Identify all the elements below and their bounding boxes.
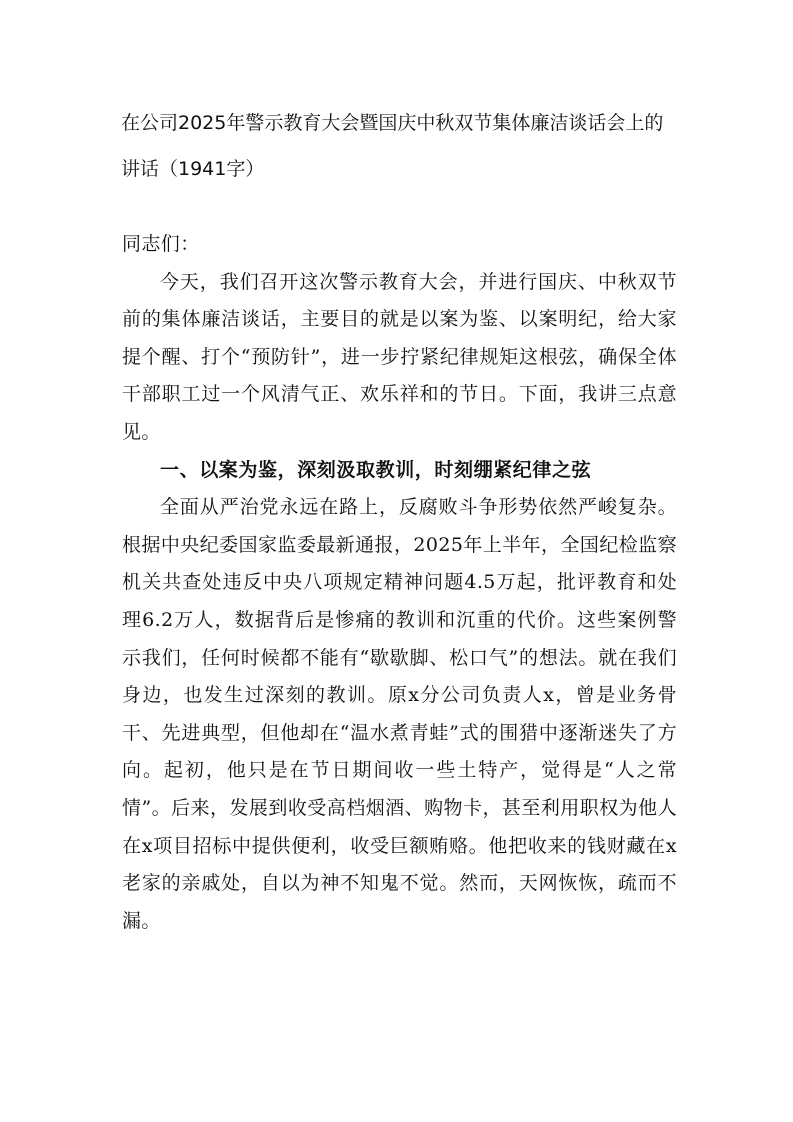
document-title: 在公司2025年警示教育大会暨国庆中秋双节集体廉洁谈话会上的讲话（1941字） [121, 112, 664, 180]
section-paragraph-1: 全面从严治党永远在路上，反腐败斗争形势依然严峻复杂。根据中央纪委国家监委最新通报，2025年上半年，全国纪检监察机关共查处违反中央八项规定精神问题4.5万起，批评教育和处理6.2万人，数据背后是惨痛的教训和沉重的代价。这些案例警示我们，任何时候都不能有“歇歇脚、松口气”的想法。就在我们身边，也发生过深刻的教训。原x分公司负责人x，曾是业务骨干、先进典型，但他却在“温水煮青蛙”式的围猎中逐渐迷失了方向。起初，他只是在节日期间收一些土特产，觉得是“人之常情”。后来，发展到收受高档烟酒、购物卡，甚至利用职权为他人在x项目招标中提供便利，收受巨额贿赂。他把收来的钱财藏在x老家的亲戚处，自以为神不知鬼不觉。然而，天网恢恢，疏而不漏。 [122, 496, 677, 932]
document-body [122, 226, 677, 940]
opening-paragraph: 今天，我们召开这次警示教育大会，并进行国庆、中秋双节前的集体廉洁谈话，主要目的就是以案为鉴、以案明纪，给大家提个醒、打个“预防针”，进一步拧紧纪律规矩这根弦，确保全体干部职工过一个风清气正、欢乐祥和的节日。下面，我讲三点意见。 [122, 270, 677, 443]
salutation: 同志们： [122, 233, 200, 255]
section-heading-1: 一、以案为鉴，深刻汲取教训，时刻绷紧纪律之弦 [160, 458, 592, 481]
